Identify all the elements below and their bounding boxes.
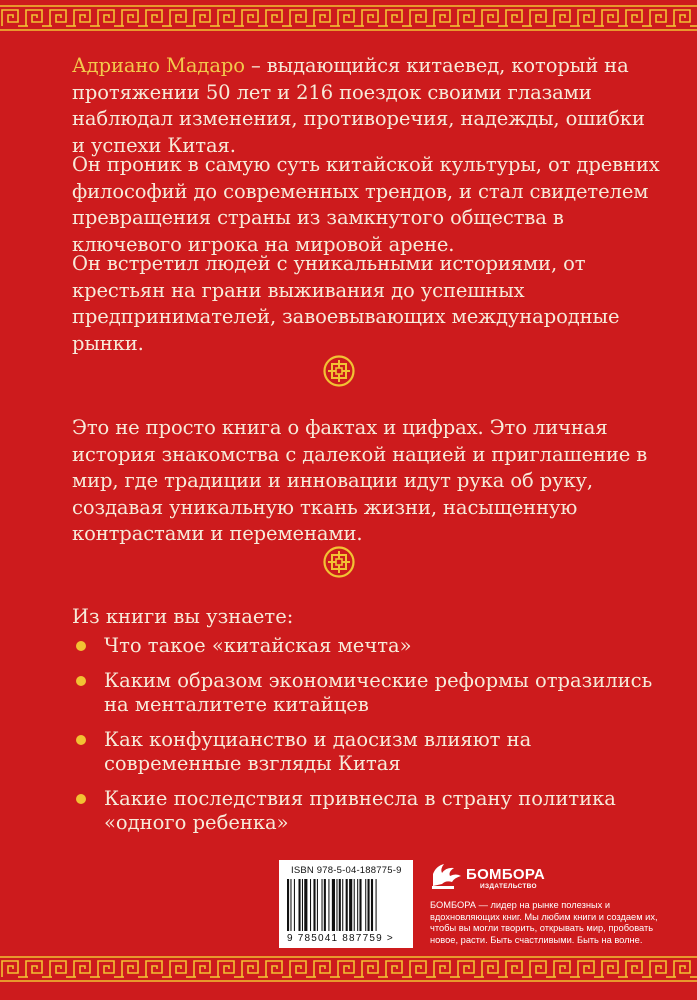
bullet-dot-icon <box>76 794 86 804</box>
ean-digits: 9 785041 887759 > <box>287 933 394 944</box>
learn-item-text: Что такое «китайская мечта» <box>104 634 412 657</box>
shou-emblem-icon <box>323 546 355 578</box>
bullet-dot-icon <box>76 676 86 686</box>
about-book-paragraph: Это не просто книга о фактах и цифрах. Это личная история знакомства с далекой нацией и приглашение в мир, где традиции и инновации идут рука об руку, создавая уникальную ткань жизни, насыщенную контрастами и переменами. <box>72 416 648 545</box>
author-name: Адриано Мадаро <box>72 54 245 77</box>
learn-list-item <box>72 728 672 776</box>
learn-item-text: Какие последствия привнесла в страну политика «одного ребенка» <box>104 787 616 834</box>
learn-list-item <box>72 634 672 658</box>
publisher-description: БОМБОРА — лидер на рынке полезных и вдохновляющих книг. Мы любим книги и создаем их, чтобы вы могли творить, открывать мир, пробовать новое, расти. Быть счастливыми. Быть на волне. <box>430 900 658 945</box>
publisher-subtitle: ИЗДАТЕЛЬСТВО <box>480 883 537 890</box>
intro-paragraph-people: Он встретил людей с уникальными историями, от крестьян на грани выживания до успешных предпринимателей, завоевывающих международные рынки. <box>72 252 620 355</box>
bottom-greek-key-border <box>0 955 697 983</box>
barcode-bars <box>287 879 405 933</box>
shou-emblem-icon <box>323 355 355 387</box>
learn-list <box>72 634 672 846</box>
isbn-barcode <box>279 860 413 948</box>
bullet-dot-icon <box>76 641 86 651</box>
publisher-name: БОМБОРА <box>466 866 546 883</box>
bombora-wave-icon <box>430 860 464 890</box>
learn-list-item <box>72 669 672 717</box>
learn-heading: Из книги вы узнаете: <box>72 605 294 628</box>
learn-list-item <box>72 787 672 835</box>
learn-item-text: Каким образом экономические реформы отразились на менталитете китайцев <box>104 669 653 716</box>
bullet-dot-icon <box>76 735 86 745</box>
intro-paragraph-author <box>72 53 652 159</box>
top-greek-key-border <box>0 4 697 32</box>
intro-paragraph-culture: Он проник в самую суть китайской культуры, от древних философий до современных трендов, и стал свидетелем превращения страны из замкнутого общества в ключевого игрока на мировой арене. <box>72 153 660 256</box>
intro-paragraph-author-text: – выдающийся китаевед, который на протяжении 50 лет и 216 поездок своими глазами наблюдал изменения, противоречия, надежды, ошибки и успехи Китая. <box>72 54 645 157</box>
learn-item-text: Как конфуцианство и даосизм влияют на современные взгляды Китая <box>104 728 532 775</box>
isbn-number: ISBN 978-5-04-188775-9 <box>291 865 402 876</box>
